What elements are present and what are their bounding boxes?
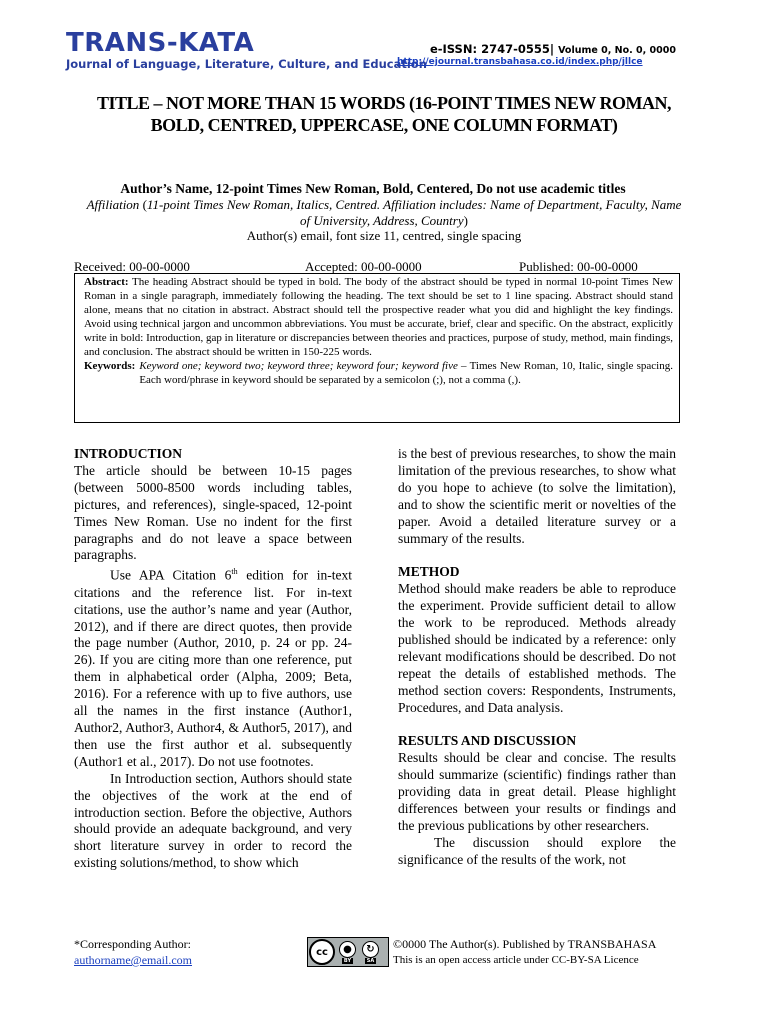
- abstract-text: [84, 276, 673, 359]
- person-icon: ●: [339, 941, 356, 958]
- share-alike-icon: ↻: [362, 941, 379, 958]
- abstract-box: [74, 273, 680, 423]
- intro-p2-start: Use APA Citation 6: [110, 567, 232, 583]
- keywords: [84, 360, 673, 388]
- corresponding-email-link[interactable]: authorname@email.com: [74, 953, 193, 967]
- keywords-body: [139, 360, 673, 388]
- method-paragraph: Method should make readers be able to reproduce the experiment. Provide sufficient detail to allow the work to be reproduced. Methods already published should be indicated by a reference: only relevant modifications should be described. Do not repeat the details of established methods. The method section covers: Respondents, Instruments, Procedures, and Data analysis.: [398, 581, 676, 715]
- method-heading: METHOD: [398, 564, 460, 580]
- keywords-list: Keyword one; keyword two; keyword three; keyword four; keyword five: [139, 360, 458, 373]
- right-column: [398, 446, 676, 869]
- issn-volume: [430, 42, 676, 56]
- results-paragraph-2: The discussion should explore the significance of the results of the work, not: [398, 834, 676, 867]
- affiliation-close-paren: ): [463, 213, 468, 228]
- keywords-note: – Times New Roman, 10, Italic, single spacing. Each word/phrase in keyword should be separated by a semicolon (;), not a comma (,).: [139, 360, 673, 387]
- issn-label: e-ISSN: 2747-0555|: [429, 42, 555, 56]
- intro-paragraph-3-continued: is the best of previous researches, to show the main limitation of the previous researches, to show what do you hope to achieve (to solve the limitation), and to show the scientific merit or novelties of the paper. Avoid a detailed literature survey or a summary of the results.: [398, 446, 676, 546]
- intro-paragraph-1: The article should be between 10-15 pages (between 5000-8500 words including tables, pictures, and references), single-spaced, 12-point Times New Roman. Use no indent for the first paragraphs and do not leave a space between paragraphs.: [74, 462, 352, 563]
- cc-icon: cc: [309, 939, 335, 965]
- cc-by-sa-badge[interactable]: [307, 937, 389, 967]
- abstract-body: The heading Abstract should be typed in bold. The body of the abstract should be typed in normal 10-point Times New Roman in a single paragraph, immediately following the heading. The text should be set to 1 line spacing. Abstract should stand alone, means that no citation in abstract. Abstract should tell the prospective reader what you did and highlight the key findings. Avoid using technical jargon and uncommon abbreviations. You must be accurate, brief, clear and specific. On the abstract, explicitly write in bold: Introduction, gap in literature or discrepancies between theories and practices, purpose of study, method, main findings, and conclusion. The abstract should be written in 150-225 words.: [84, 276, 673, 358]
- corresponding-label: *Corresponding Author:: [74, 937, 191, 951]
- volume-label: Volume 0, No. 0, 0000: [558, 45, 676, 56]
- corresponding-author: [74, 936, 192, 968]
- license-line: This is an open access article under CC-BY-SA Licence: [393, 954, 639, 966]
- by-label: BY: [343, 957, 352, 964]
- paper-title: TITLE – NOT MORE THAN 15 WORDS (16-POINT TIMES NEW ROMAN, BOLD, CENTRED, UPPERCASE, ONE COLUMN FORMAT): [96, 93, 672, 135]
- affiliation-details: 11-point Times New Roman, Italics, Centred. Affiliation includes: Name of Department, Faculty, Name of University, Address, Country: [146, 197, 682, 228]
- keywords-label: Keywords:: [84, 360, 136, 373]
- copyright-notice: [393, 936, 656, 968]
- accepted-date: Accepted: 00-00-0000: [305, 259, 422, 274]
- author-email-line: Author(s) email, font size 11, centred, single spacing: [246, 228, 522, 243]
- author-name: Author’s Name, 12-point Times New Roman, Bold, Centered, Do not use academic titles: [120, 181, 626, 196]
- sa-label: SA: [366, 957, 375, 964]
- received-date: Received: 00-00-0000: [74, 259, 190, 274]
- abstract-label: Abstract:: [84, 276, 129, 288]
- affiliation-open-paren: (: [139, 197, 147, 212]
- results-paragraph-1: Results should be clear and concise. The results should summarize (scientific) findings rather than providing data in great detail. Please highlight differences between your results or findings and the previous publications by other researchers.: [398, 750, 676, 833]
- ordinal-sup: th: [231, 567, 238, 577]
- affiliation-prefix: Affiliation: [86, 197, 140, 212]
- introduction-heading: INTRODUCTION: [74, 446, 183, 461]
- journal-logo: TRANS-KATA: [66, 28, 255, 58]
- intro-paragraph-2: [74, 564, 352, 770]
- intro-paragraph-3: In Introduction section, Authors should state the objectives of the work at the end of introduction section. Before the objective, Authors should provide an adequate background, and very short literature survey in order to record the existing solutions/method, to show which: [74, 770, 352, 871]
- journal-name: Journal of Language, Literature, Culture, and Education: [66, 57, 427, 71]
- intro-p2-rest: edition for in-text citations and the reference list. For in-text citations, use the author’s name and year (Author, 2012), and if there are direct quotes, then provide the page number (Author, 2010, p. 24 or pp. 24-26). If you are citing more than one reference, put them in alphabetical order (Alpha, 2009; Beta, 2016). For a reference with up to five authors, use all the names in the first instance (Author1, Author2, Author3, Author4, & Author5, 2017), and then use the first author et al. subsequently (Author1 et al., 2017). Do not use footnotes.: [74, 567, 352, 769]
- affiliation: [80, 197, 688, 229]
- results-heading: RESULTS AND DISCUSSION: [398, 733, 577, 749]
- published-date: Published: 00-00-0000: [519, 259, 638, 274]
- copyright-line: ©0000 The Author(s). Published by TRANSBAHASA: [393, 937, 657, 951]
- sa-group: [362, 941, 379, 964]
- left-column: [74, 446, 352, 872]
- by-group: [339, 941, 356, 964]
- journal-url-link[interactable]: http://ejournal.transbahasa.co.id/index.php/jllce: [397, 57, 643, 67]
